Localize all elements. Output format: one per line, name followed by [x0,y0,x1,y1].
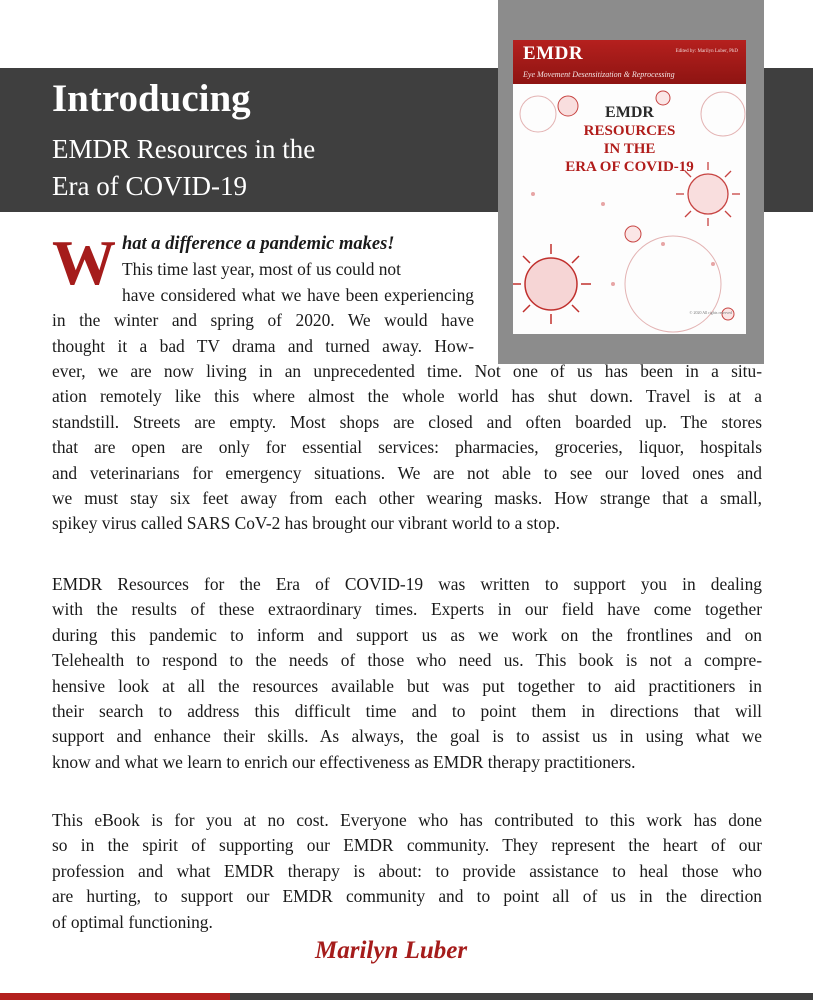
subtitle-line-1: EMDR Resources in the [52,134,316,164]
text-line: that are open are only for essential services: pharmacies, groceries, liquor, hospitals [52,437,762,458]
text-line: This eBook is for you at no cost. Everyone who has contributed to this work has done [52,810,762,830]
text-line: during this pandemic to inform and support us as we work on the frontlines and on [52,624,762,645]
cover-copyright: © 2020 All rights reserved [689,310,732,315]
article-paragraph-3 [52,808,762,935]
text-line: hensive look at all the resources available but was put together to aid practitioners in [52,675,762,696]
article-paragraph-2 [52,572,762,775]
text-line: thought it a bad TV drama and turned away. How- [52,335,474,356]
text-line: their search to address this difficult time and to point them in directions that will [52,701,762,722]
article-paragraph-1 [52,227,762,537]
subtitle-line-2: Era of COVID-19 [52,171,247,201]
text-line: and veterinarians for emergency situations. We are not able to see our loved ones and [52,462,762,483]
cover-heading [513,104,746,176]
text-line: so in the spirit of supporting our EMDR community. They represent the heart of our [52,835,762,856]
text-line: standstill. Streets are empty. Most shops are closed and often boarded up. The stores [52,411,762,432]
text-line: in the winter and spring of 2020. We would have [52,310,474,331]
text-line: we must stay six feet away from each other wearing masks. How strange that a small, [52,488,762,509]
author-signature: Marilyn Luber [315,937,468,964]
cover-heading-line-3: IN THE [603,141,656,157]
text-line: ation remotely like this where almost the whole world has shut down. Travel is at a [52,386,762,407]
text-line: profession and what EMDR therapy is about: to provide assistance to heal those who [52,860,762,881]
cover-brand: EMDR [523,43,584,64]
text-line: ever, we are now living in an unprecedented time. Not one of us has been in a situ- [52,361,762,382]
text-line: This time last year, most of us could not [122,259,401,280]
text-line: of optimal functioning. [52,911,213,932]
lead-in: hat a difference a pandemic makes! [122,234,395,254]
text-line: are hurting, to support our EMDR community and to point all of us in the direction [52,886,762,907]
text-line: know and what we learn to enrich our effectiveness as EMDR therapy practitioners. [52,751,636,772]
cover-heading-line-2: RESOURCES [583,123,676,139]
text-line: Telehealth to respond to the needs of those who need us. This book is not a compre- [52,650,762,671]
cover-header [513,40,746,84]
text-line: EMDR Resources for the Era of COVID-19 was written to support you in dealing [52,574,762,594]
text-line: with the results of these extraordinary times. Experts in our field have come together [52,599,762,620]
page-subtitle [52,131,315,205]
cover-editor: Edited by: Marilyn Luber, PhD [675,49,738,54]
drop-cap: W [52,227,116,298]
page-title: Introducing [52,77,251,120]
cover-tagline: Eye Movement Desensitization & Reprocessing [523,70,675,79]
text-line: have considered what we have been experiencing [122,284,474,305]
text-line: spikey virus called SARS CoV-2 has brought our vibrant world to a stop. [52,513,560,534]
footer-accent-bar [0,993,230,1000]
cover-heading-line-1: EMDR [605,104,654,121]
cover-heading-line-4: ERA OF COVID-19 [565,159,694,175]
text-line: support and enhance their skills. As always, the goal is to assist us in using what we [52,726,762,747]
